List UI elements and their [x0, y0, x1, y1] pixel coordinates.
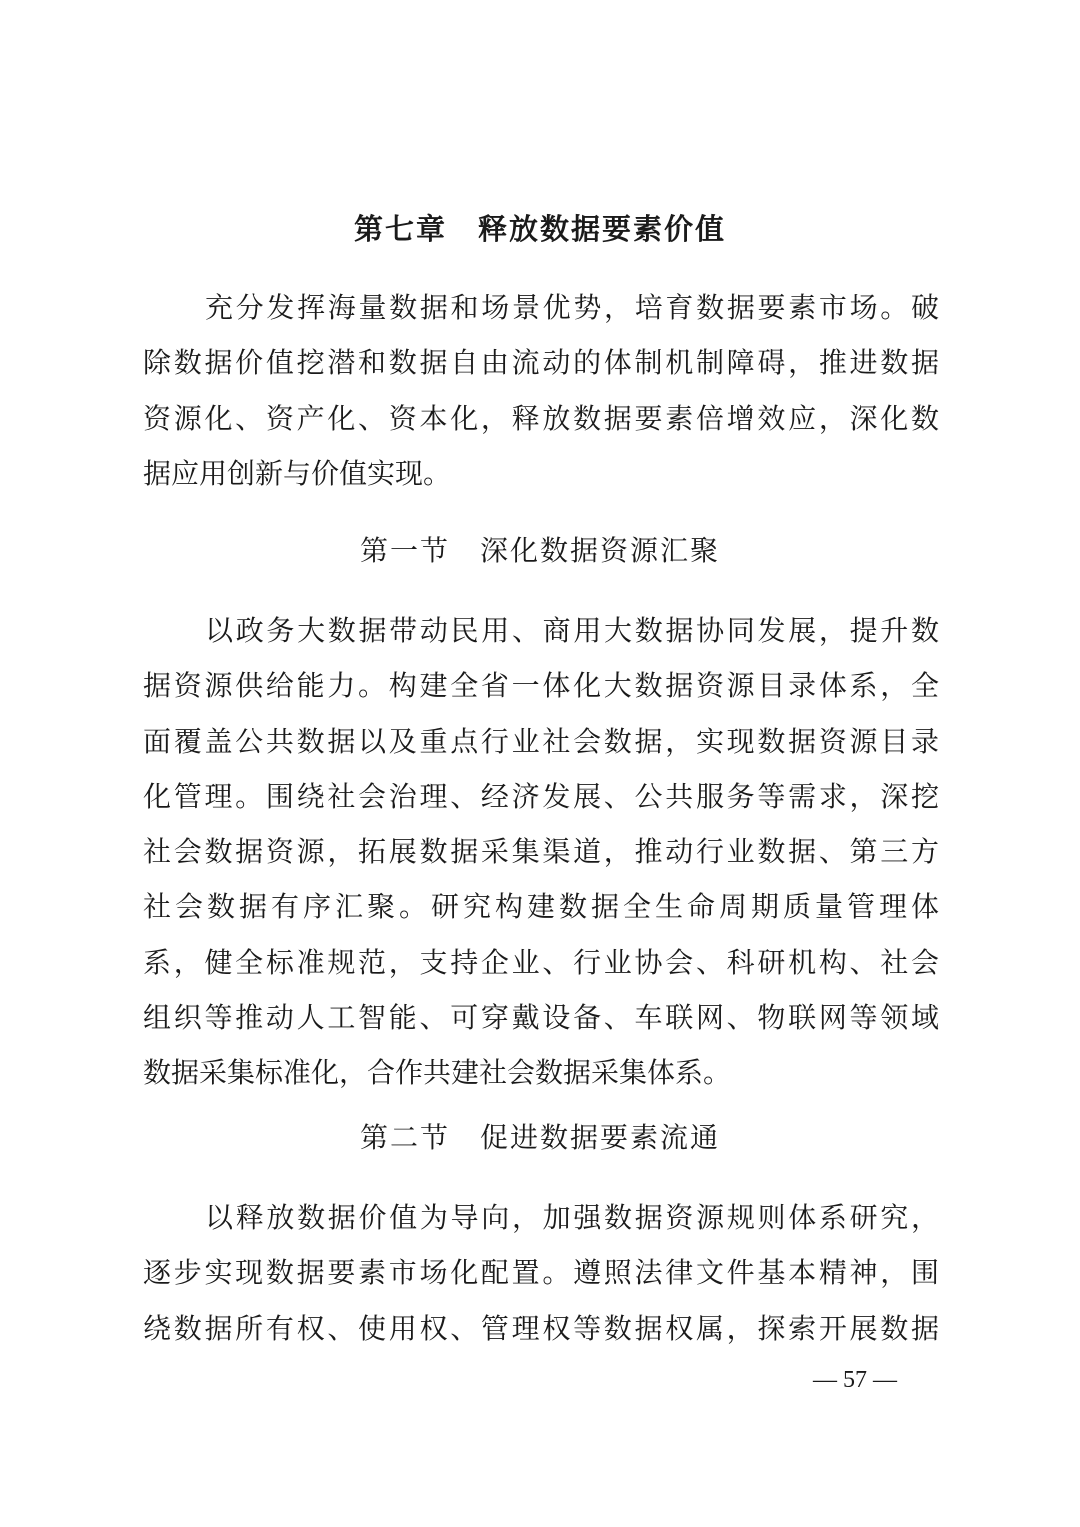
paragraph-line: 除数据价值挖潜和数据自由流动的体制机制障碍，推进数据 [143, 346, 939, 380]
section-1-paragraph [143, 603, 939, 1101]
paragraph-line: 充分发挥海量数据和场景优势，培育数据要素市场。破 [205, 291, 939, 324]
page-number: — 57 — [813, 1367, 897, 1393]
paragraph-line: 据资源供给能力。构建全省一体化大数据资源目录体系，全 [143, 669, 939, 703]
section-title-1: 第一节 深化数据资源汇聚 [359, 534, 720, 567]
section-2-paragraph [143, 1190, 939, 1356]
chapter-title: 第七章 释放数据要素价值 [353, 212, 726, 246]
paragraph-line: 资源化、资产化、资本化，释放数据要素倍增效应，深化数 [143, 401, 939, 435]
paragraph-line: 数据采集标准化，合作共建社会数据采集体系。 [143, 1056, 732, 1090]
section-title-2: 第二节 促进数据要素流通 [359, 1121, 720, 1154]
paragraph-line: 社会数据有序汇聚。研究构建数据全生命周期质量管理体 [143, 890, 939, 924]
paragraph-line: 逐步实现数据要素市场化配置。遵照法律文件基本精神，围 [143, 1256, 939, 1290]
paragraph-line: 化管理。围绕社会治理、经济发展、公共服务等需求，深挖 [143, 779, 939, 813]
paragraph-line: 绕数据所有权、使用权、管理权等数据权属，探索开展数据 [143, 1311, 939, 1345]
paragraph-line: 组织等推动人工智能、可穿戴设备、车联网、物联网等领域 [143, 1001, 939, 1035]
paragraph-line: 面覆盖公共数据以及重点行业社会数据，实现数据资源目录 [143, 724, 939, 758]
paragraph-line: 以政务大数据带动民用、商用大数据协同发展，提升数 [205, 614, 939, 647]
intro-paragraph [143, 280, 939, 501]
paragraph-line: 系，健全标准规范，支持企业、行业协会、科研机构、社会 [143, 945, 939, 979]
paragraph-line: 以释放数据价值为导向，加强数据资源规则体系研究， [205, 1201, 939, 1234]
paragraph-line: 社会数据资源，拓展数据采集渠道，推动行业数据、第三方 [143, 835, 939, 869]
paragraph-line: 据应用创新与价值实现。 [143, 456, 452, 490]
